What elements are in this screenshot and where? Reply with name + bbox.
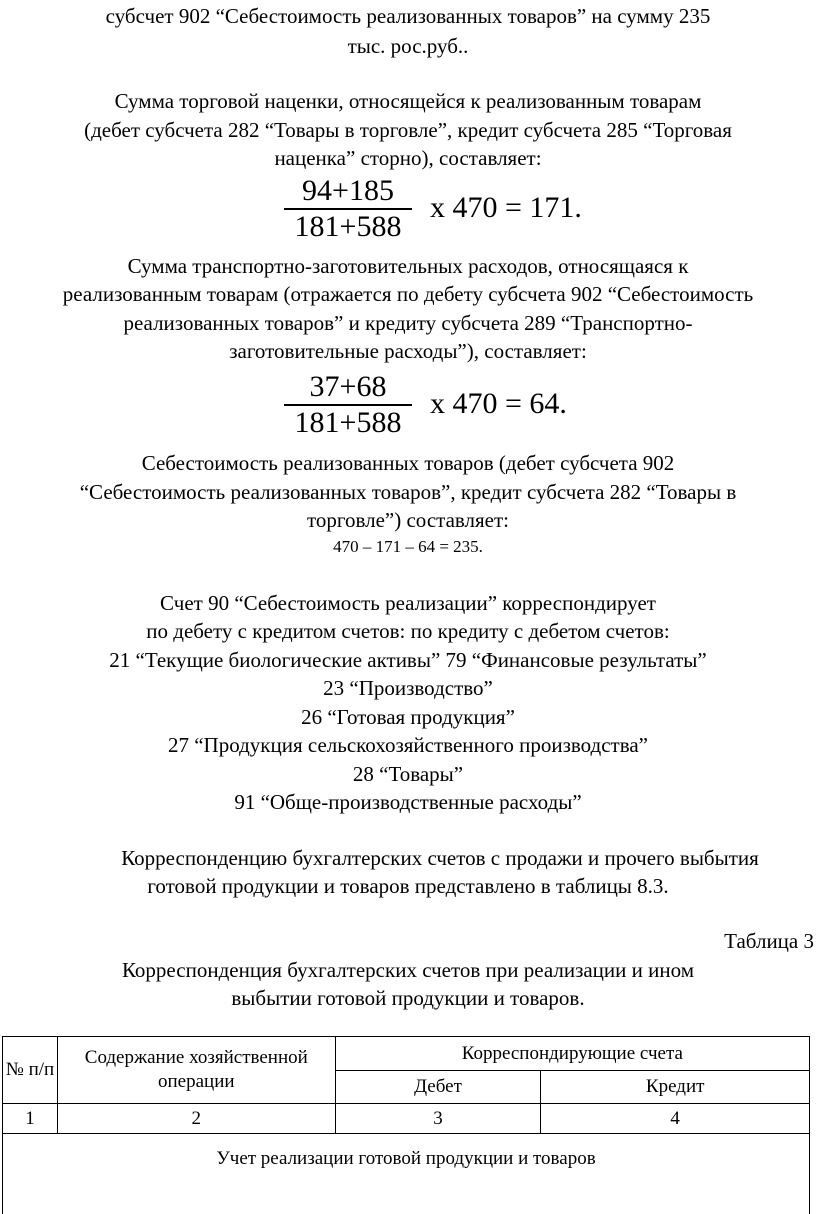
index-cell: 3: [335, 1104, 541, 1134]
index-cell: 1: [3, 1104, 58, 1134]
text-line: реализованным товарам (отражается по дебету субсчета 902 “Себестоимость: [62, 282, 754, 306]
text-line: 21 “Текущие биологические активы” 79 “Финансовые результаты”: [109, 648, 707, 672]
text-line: Себестоимость реализованных товаров (дебет субсчета 902: [141, 451, 675, 475]
correspondence-table: [2, 1036, 810, 1214]
header-credit-label: Кредит: [645, 1076, 705, 1097]
text-line: 91 “Обще-производственные расходы”: [234, 790, 582, 814]
text-line: субсчет 902 “Себестоимость реализованных товаров” на сумму 235: [105, 4, 711, 28]
header-cell-content: [57, 1037, 335, 1104]
text-line: готовой продукции и товаров представлено в таблицы 8.3.: [147, 874, 669, 898]
table-index-row: [3, 1104, 810, 1134]
text-line: по дебету с кредитом счетов: по кредиту с дебетом счетов:: [146, 619, 670, 643]
table-title: выбытии готовой продукции и товаров.: [231, 986, 585, 1010]
text-line: торговле”) составляет:: [306, 508, 510, 532]
formula-denominator: 181+588: [294, 210, 402, 243]
header-content-label: Содержание хозяйственной операции: [84, 1047, 308, 1092]
text-line: Счет 90 “Себестоимость реализации” корреспондирует: [160, 591, 656, 615]
text-line: 23 “Производство”: [323, 676, 493, 700]
text-line: Сумма транспортно-заготовительных расходов, относящаяся к: [127, 254, 689, 278]
text-line: 27 “Продукция сельскохозяйственного производства”: [167, 733, 649, 757]
header-debit-label: Дебет: [414, 1076, 462, 1097]
text-line: тыс. рос.руб..: [347, 34, 469, 58]
formula-numerator: 94+185: [302, 174, 394, 207]
header-cell-credit: [541, 1071, 810, 1104]
table-section-row: [3, 1134, 810, 1214]
formula-1: [284, 176, 624, 242]
table-label: Таблица 3: [724, 929, 814, 953]
header-accounts-label: Корреспондирующие счета: [461, 1042, 683, 1064]
formula-tail: х 470 = 171.: [430, 191, 582, 224]
text-line: реализованных товаров” и кредиту субсчета 289 “Транспортно-: [123, 311, 693, 335]
text-line: Сумма торговой наценки, относящейся к реализованным товарам: [114, 89, 702, 113]
section-title: Учет реализации готовой продукции и товаров: [216, 1148, 596, 1169]
text-line: Корреспонденцию бухгалтерских счетов с продажи и прочего выбытия: [121, 846, 759, 870]
text-line: “Себестоимость реализованных товаров”, кредит субсчета 282 “Товары в: [79, 480, 737, 504]
text-line: 28 “Товары”: [352, 762, 464, 786]
text-line: (дебет субсчета 282 “Товары в торговле”, кредит субсчета 285 “Торговая: [84, 118, 732, 142]
header-number-label: № п/п: [5, 1059, 55, 1080]
text-line: заготовительные расходы”), составляет:: [229, 339, 587, 363]
formula-numerator: 37+68: [309, 370, 387, 403]
text-line: наценка” сторно), составляет:: [274, 146, 542, 170]
text-line: 26 “Готовая продукция”: [301, 705, 515, 729]
section-title-cell: [3, 1134, 810, 1214]
header-cell-number: [3, 1037, 58, 1104]
header-cell-accounts: [335, 1037, 809, 1071]
index-cell: 2: [57, 1104, 335, 1134]
formula-3: 470 – 171 – 64 = 235.: [333, 537, 483, 556]
header-cell-debit: [335, 1071, 541, 1104]
formula-denominator: 181+588: [294, 406, 402, 439]
formula-tail: х 470 = 64.: [430, 387, 567, 420]
table-title: Корреспонденция бухгалтерских счетов при реализации и ином: [121, 958, 695, 982]
index-cell: 4: [541, 1104, 810, 1134]
table-header-row: [3, 1037, 810, 1071]
formula-2: [284, 372, 624, 438]
